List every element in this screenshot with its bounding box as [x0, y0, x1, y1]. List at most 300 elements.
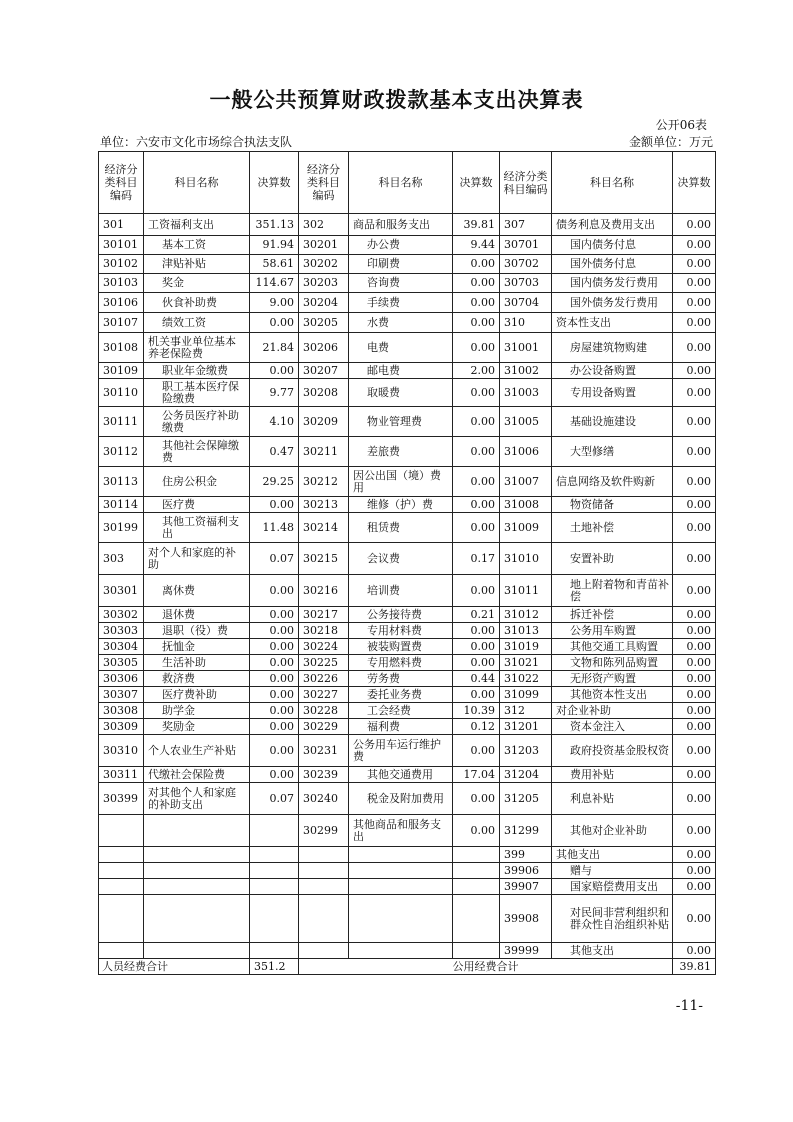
- code-cell: 399: [500, 847, 552, 863]
- code-cell: 30108: [99, 333, 144, 363]
- item-name-cell: 物资储备: [552, 497, 673, 513]
- item-name-cell: 其他对企业补助: [552, 815, 673, 847]
- item-name-cell: 公务用车运行维护费: [349, 735, 453, 767]
- code-cell: 30239: [299, 767, 349, 783]
- amount-cell: 0.00: [673, 623, 716, 639]
- code-cell: [99, 863, 144, 879]
- code-cell: 30215: [299, 543, 349, 575]
- code-cell: 30102: [99, 255, 144, 274]
- item-name-cell: 退休费: [144, 607, 250, 623]
- item-name-cell: 其他支出: [552, 847, 673, 863]
- amount-cell: 0.00: [673, 497, 716, 513]
- page-number: -11-: [675, 998, 703, 1014]
- item-name-cell: 土地补偿: [552, 513, 673, 543]
- personnel-total-value: 351.2: [250, 959, 299, 975]
- header-cell: 决算数: [673, 152, 716, 214]
- amount-cell: 0.00: [250, 767, 299, 783]
- item-name-cell: 国外债务发行费用: [552, 293, 673, 313]
- code-cell: 31001: [500, 333, 552, 363]
- header-cell: 经济分类科目编码: [500, 152, 552, 214]
- table-header-row: [99, 152, 716, 214]
- code-cell: [299, 879, 349, 895]
- table-row: [99, 214, 716, 236]
- amount-cell: 17.04: [453, 767, 500, 783]
- code-cell: 30204: [299, 293, 349, 313]
- item-name-cell: 印刷费: [349, 255, 453, 274]
- amount-cell: 0.00: [673, 255, 716, 274]
- amount-cell: 9.44: [453, 236, 500, 255]
- code-cell: [99, 943, 144, 959]
- item-name-cell: 代缴社会保险费: [144, 767, 250, 783]
- code-cell: 30214: [299, 513, 349, 543]
- code-cell: [299, 863, 349, 879]
- amount-cell: 21.84: [250, 333, 299, 363]
- amount-cell: 0.00: [673, 719, 716, 735]
- item-name-cell: 维修（护）费: [349, 497, 453, 513]
- amount-cell: 0.00: [453, 655, 500, 671]
- code-cell: 30304: [99, 639, 144, 655]
- item-name-cell: 奖金: [144, 274, 250, 293]
- item-name-cell: 医疗费: [144, 497, 250, 513]
- table-row: [99, 497, 716, 513]
- item-name-cell: [144, 879, 250, 895]
- amount-cell: 91.94: [250, 236, 299, 255]
- code-cell: 30213: [299, 497, 349, 513]
- item-name-cell: 培训费: [349, 575, 453, 607]
- header-cell: 科目名称: [552, 152, 673, 214]
- amount-unit: 金额单位：万元: [628, 135, 713, 149]
- code-cell: [99, 847, 144, 863]
- amount-cell: [453, 847, 500, 863]
- item-name-cell: 租赁费: [349, 513, 453, 543]
- item-name-cell: 会议费: [349, 543, 453, 575]
- expenditure-table: [98, 151, 716, 975]
- item-name-cell: 电费: [349, 333, 453, 363]
- totals-row: [99, 959, 716, 975]
- code-cell: 30399: [99, 783, 144, 815]
- item-name-cell: [349, 943, 453, 959]
- item-name-cell: 专用设备购置: [552, 379, 673, 407]
- table-row: [99, 437, 716, 467]
- amount-cell: 0.00: [673, 847, 716, 863]
- amount-cell: 0.00: [250, 735, 299, 767]
- form-number: 公开06表: [655, 118, 707, 132]
- item-name-cell: 房屋建筑物购建: [552, 333, 673, 363]
- code-cell: 31003: [500, 379, 552, 407]
- code-cell: 30224: [299, 639, 349, 655]
- item-name-cell: 机关事业单位基本养老保险费: [144, 333, 250, 363]
- amount-cell: 0.00: [250, 363, 299, 379]
- amount-cell: 0.00: [673, 767, 716, 783]
- code-cell: 31012: [500, 607, 552, 623]
- item-name-cell: [144, 943, 250, 959]
- code-cell: 31022: [500, 671, 552, 687]
- code-cell: 31002: [500, 363, 552, 379]
- code-cell: 31019: [500, 639, 552, 655]
- amount-cell: 0.00: [453, 639, 500, 655]
- code-cell: 31005: [500, 407, 552, 437]
- header-cell: 科目名称: [349, 152, 453, 214]
- item-name-cell: 伙食补助费: [144, 293, 250, 313]
- item-name-cell: 公务员医疗补助缴费: [144, 407, 250, 437]
- amount-cell: 0.00: [453, 575, 500, 607]
- code-cell: 30109: [99, 363, 144, 379]
- item-name-cell: 其他交通费用: [349, 767, 453, 783]
- amount-cell: [453, 879, 500, 895]
- code-cell: 31006: [500, 437, 552, 467]
- code-cell: 30226: [299, 671, 349, 687]
- code-cell: 30305: [99, 655, 144, 671]
- unit-row: [98, 133, 715, 149]
- item-name-cell: [349, 879, 453, 895]
- item-name-cell: 商品和服务支出: [349, 214, 453, 236]
- item-name-cell: 大型修缮: [552, 437, 673, 467]
- table-row: [99, 735, 716, 767]
- amount-cell: 0.00: [673, 863, 716, 879]
- item-name-cell: 办公设备购置: [552, 363, 673, 379]
- code-cell: 31203: [500, 735, 552, 767]
- amount-cell: 0.47: [250, 437, 299, 467]
- code-cell: 30306: [99, 671, 144, 687]
- table-row: [99, 879, 716, 895]
- amount-cell: 58.61: [250, 255, 299, 274]
- item-name-cell: 信息网络及软件购新: [552, 467, 673, 497]
- item-name-cell: [144, 847, 250, 863]
- header-cell: 经济分类科目编码: [299, 152, 349, 214]
- item-name-cell: 专用燃料费: [349, 655, 453, 671]
- item-name-cell: 助学金: [144, 703, 250, 719]
- code-cell: [299, 847, 349, 863]
- item-name-cell: 奖励金: [144, 719, 250, 735]
- item-name-cell: 对个人和家庭的补助: [144, 543, 250, 575]
- code-cell: 302: [299, 214, 349, 236]
- item-name-cell: 其他交通工具购置: [552, 639, 673, 655]
- header-cell: 决算数: [250, 152, 299, 214]
- code-cell: 30112: [99, 437, 144, 467]
- code-cell: 30231: [299, 735, 349, 767]
- item-name-cell: 赠与: [552, 863, 673, 879]
- code-cell: 30309: [99, 719, 144, 735]
- code-cell: 30207: [299, 363, 349, 379]
- code-cell: [299, 943, 349, 959]
- amount-cell: 0.00: [250, 703, 299, 719]
- code-cell: [299, 895, 349, 943]
- item-name-cell: 资本金注入: [552, 719, 673, 735]
- amount-cell: 0.00: [250, 687, 299, 703]
- code-cell: [99, 895, 144, 943]
- item-name-cell: 国家赔偿费用支出: [552, 879, 673, 895]
- table-row: [99, 467, 716, 497]
- table-row: [99, 293, 716, 313]
- table-row: [99, 847, 716, 863]
- code-cell: 31008: [500, 497, 552, 513]
- table-row: [99, 407, 716, 437]
- amount-cell: 0.00: [673, 407, 716, 437]
- item-name-cell: 无形资产购置: [552, 671, 673, 687]
- table-row: [99, 236, 716, 255]
- amount-cell: 0.00: [673, 363, 716, 379]
- code-cell: 30704: [500, 293, 552, 313]
- code-cell: 30702: [500, 255, 552, 274]
- table-row: [99, 607, 716, 623]
- item-name-cell: 公务接待费: [349, 607, 453, 623]
- amount-cell: 0.00: [250, 607, 299, 623]
- amount-cell: 0.00: [250, 639, 299, 655]
- amount-cell: 0.00: [673, 236, 716, 255]
- item-name-cell: 因公出国（境）费用: [349, 467, 453, 497]
- item-name-cell: 其他社会保障缴费: [144, 437, 250, 467]
- item-name-cell: 福利费: [349, 719, 453, 735]
- table-row: [99, 815, 716, 847]
- code-cell: 30240: [299, 783, 349, 815]
- code-cell: 30303: [99, 623, 144, 639]
- header-cell: 经济分类科目编码: [99, 152, 144, 214]
- item-name-cell: [144, 895, 250, 943]
- item-name-cell: 税金及附加费用: [349, 783, 453, 815]
- code-cell: 30212: [299, 467, 349, 497]
- code-cell: 30311: [99, 767, 144, 783]
- amount-cell: 0.17: [453, 543, 500, 575]
- amount-cell: 4.10: [250, 407, 299, 437]
- item-name-cell: 专用材料费: [349, 623, 453, 639]
- amount-cell: 0.00: [673, 639, 716, 655]
- item-name-cell: 基本工资: [144, 236, 250, 255]
- code-cell: 39999: [500, 943, 552, 959]
- item-name-cell: [144, 815, 250, 847]
- amount-cell: 0.00: [453, 437, 500, 467]
- amount-cell: 11.48: [250, 513, 299, 543]
- code-cell: 31009: [500, 513, 552, 543]
- item-name-cell: [349, 895, 453, 943]
- item-name-cell: 公务用车购置: [552, 623, 673, 639]
- item-name-cell: 邮电费: [349, 363, 453, 379]
- item-name-cell: [349, 847, 453, 863]
- item-name-cell: 抚恤金: [144, 639, 250, 655]
- code-cell: 30107: [99, 313, 144, 333]
- code-cell: 30101: [99, 236, 144, 255]
- item-name-cell: 物业管理费: [349, 407, 453, 437]
- code-cell: 30113: [99, 467, 144, 497]
- public-total-value: 39.81: [673, 959, 716, 975]
- code-cell: 301: [99, 214, 144, 236]
- table-row: [99, 255, 716, 274]
- item-name-cell: 其他商品和服务支出: [349, 815, 453, 847]
- item-name-cell: 差旅费: [349, 437, 453, 467]
- item-name-cell: 工会经费: [349, 703, 453, 719]
- table-row: [99, 379, 716, 407]
- item-name-cell: 职工基本医疗保险缴费: [144, 379, 250, 407]
- code-cell: 30202: [299, 255, 349, 274]
- item-name-cell: 债务利息及费用支出: [552, 214, 673, 236]
- item-name-cell: 个人农业生产补贴: [144, 735, 250, 767]
- amount-cell: 0.00: [673, 783, 716, 815]
- code-cell: 30227: [299, 687, 349, 703]
- amount-cell: 0.07: [250, 783, 299, 815]
- code-cell: 30103: [99, 274, 144, 293]
- amount-cell: 0.00: [453, 333, 500, 363]
- code-cell: 30110: [99, 379, 144, 407]
- public-total-label: 公用经费合计: [299, 959, 673, 975]
- amount-cell: 10.39: [453, 703, 500, 719]
- item-name-cell: 对其他个人和家庭的补助支出: [144, 783, 250, 815]
- code-cell: 30208: [299, 379, 349, 407]
- amount-cell: 0.00: [673, 333, 716, 363]
- amount-cell: 0.00: [673, 655, 716, 671]
- amount-cell: 0.00: [673, 313, 716, 333]
- amount-cell: 0.00: [453, 815, 500, 847]
- amount-cell: 0.00: [673, 879, 716, 895]
- item-name-cell: 其他支出: [552, 943, 673, 959]
- amount-cell: 0.00: [453, 407, 500, 437]
- header-cell: 科目名称: [144, 152, 250, 214]
- code-cell: 39907: [500, 879, 552, 895]
- code-cell: 30206: [299, 333, 349, 363]
- amount-cell: 0.00: [250, 671, 299, 687]
- amount-cell: 0.00: [673, 815, 716, 847]
- table-row: [99, 639, 716, 655]
- table-row: [99, 863, 716, 879]
- item-name-cell: 救济费: [144, 671, 250, 687]
- amount-cell: 0.00: [250, 655, 299, 671]
- code-cell: 30209: [299, 407, 349, 437]
- amount-cell: 0.44: [453, 671, 500, 687]
- code-cell: 30310: [99, 735, 144, 767]
- item-name-cell: 资本性支出: [552, 313, 673, 333]
- item-name-cell: 生活补助: [144, 655, 250, 671]
- amount-cell: 0.00: [250, 575, 299, 607]
- code-cell: 31204: [500, 767, 552, 783]
- amount-cell: 0.00: [250, 623, 299, 639]
- code-cell: 39908: [500, 895, 552, 943]
- amount-cell: 0.00: [673, 687, 716, 703]
- code-cell: 30225: [299, 655, 349, 671]
- item-name-cell: 医疗费补助: [144, 687, 250, 703]
- amount-cell: 0.00: [453, 255, 500, 274]
- table-row: [99, 333, 716, 363]
- code-cell: 30302: [99, 607, 144, 623]
- code-cell: 31201: [500, 719, 552, 735]
- amount-cell: 0.00: [453, 497, 500, 513]
- amount-cell: 0.00: [673, 671, 716, 687]
- item-name-cell: 其他工资福利支出: [144, 513, 250, 543]
- code-cell: 30211: [299, 437, 349, 467]
- amount-cell: 0.00: [453, 379, 500, 407]
- code-cell: 30218: [299, 623, 349, 639]
- item-name-cell: 退职（役）费: [144, 623, 250, 639]
- amount-cell: 0.00: [673, 543, 716, 575]
- amount-cell: 0.00: [250, 719, 299, 735]
- amount-cell: [250, 943, 299, 959]
- item-name-cell: 其他资本性支出: [552, 687, 673, 703]
- code-cell: 310: [500, 313, 552, 333]
- item-name-cell: 取暖费: [349, 379, 453, 407]
- table-row: [99, 513, 716, 543]
- item-name-cell: 津贴补贴: [144, 255, 250, 274]
- code-cell: 31299: [500, 815, 552, 847]
- amount-cell: 0.00: [453, 313, 500, 333]
- code-cell: 30111: [99, 407, 144, 437]
- item-name-cell: 手续费: [349, 293, 453, 313]
- item-name-cell: [144, 863, 250, 879]
- code-cell: 307: [500, 214, 552, 236]
- code-cell: 312: [500, 703, 552, 719]
- item-name-cell: 国内债务付息: [552, 236, 673, 255]
- personnel-total-label: 人员经费合计: [99, 959, 250, 975]
- item-name-cell: 地上附着物和青苗补偿: [552, 575, 673, 607]
- item-name-cell: 工资福利支出: [144, 214, 250, 236]
- item-name-cell: 对企业补助: [552, 703, 673, 719]
- amount-cell: 29.25: [250, 467, 299, 497]
- code-cell: [99, 815, 144, 847]
- header-cell: 决算数: [453, 152, 500, 214]
- amount-cell: 0.00: [673, 293, 716, 313]
- amount-cell: 0.00: [453, 687, 500, 703]
- table-row: [99, 623, 716, 639]
- table-row: [99, 943, 716, 959]
- amount-cell: 0.00: [673, 513, 716, 543]
- amount-cell: 0.00: [673, 214, 716, 236]
- amount-cell: 0.00: [250, 497, 299, 513]
- code-cell: 30205: [299, 313, 349, 333]
- amount-cell: 0.00: [673, 735, 716, 767]
- code-cell: 30217: [299, 607, 349, 623]
- code-cell: 303: [99, 543, 144, 575]
- table-row: [99, 543, 716, 575]
- code-cell: 31013: [500, 623, 552, 639]
- amount-cell: 0.00: [673, 943, 716, 959]
- code-cell: 31011: [500, 575, 552, 607]
- item-name-cell: 拆迁补偿: [552, 607, 673, 623]
- item-name-cell: 住房公积金: [144, 467, 250, 497]
- item-name-cell: 基础设施建设: [552, 407, 673, 437]
- amount-cell: 0.00: [673, 467, 716, 497]
- code-cell: 30301: [99, 575, 144, 607]
- item-name-cell: 对民间非营利组织和群众性自治组织补贴: [552, 895, 673, 943]
- item-name-cell: 办公费: [349, 236, 453, 255]
- table-row: [99, 655, 716, 671]
- code-cell: 31007: [500, 467, 552, 497]
- item-name-cell: 离休费: [144, 575, 250, 607]
- amount-cell: [250, 815, 299, 847]
- code-cell: 30106: [99, 293, 144, 313]
- code-cell: 30701: [500, 236, 552, 255]
- code-cell: 30299: [299, 815, 349, 847]
- amount-cell: 0.00: [673, 895, 716, 943]
- amount-cell: 39.81: [453, 214, 500, 236]
- table-row: [99, 687, 716, 703]
- item-name-cell: 安置补助: [552, 543, 673, 575]
- table-row: [99, 575, 716, 607]
- item-name-cell: 委托业务费: [349, 687, 453, 703]
- amount-cell: 2.00: [453, 363, 500, 379]
- item-name-cell: 水费: [349, 313, 453, 333]
- amount-cell: 0.07: [250, 543, 299, 575]
- code-cell: 30216: [299, 575, 349, 607]
- item-name-cell: 被装购置费: [349, 639, 453, 655]
- item-name-cell: 国外债务付息: [552, 255, 673, 274]
- table-row: [99, 274, 716, 293]
- amount-cell: 0.00: [673, 379, 716, 407]
- item-name-cell: 绩效工资: [144, 313, 250, 333]
- table-row: [99, 313, 716, 333]
- item-name-cell: 咨询费: [349, 274, 453, 293]
- amount-cell: 9.77: [250, 379, 299, 407]
- amount-cell: [250, 879, 299, 895]
- amount-cell: 0.00: [673, 703, 716, 719]
- table-row: [99, 363, 716, 379]
- table-row: [99, 703, 716, 719]
- item-name-cell: 费用补贴: [552, 767, 673, 783]
